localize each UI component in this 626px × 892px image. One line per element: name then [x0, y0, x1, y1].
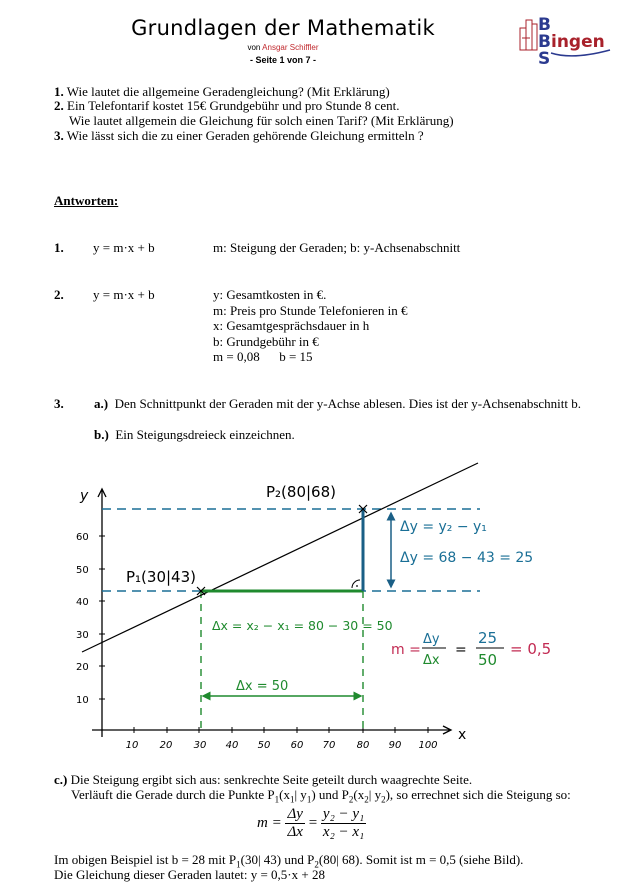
point-markers [197, 505, 367, 595]
question-number: 2. [54, 98, 64, 113]
values-line: m = 0,08 b = 15 [213, 349, 313, 364]
text-part: | y [294, 787, 307, 802]
answer-3c-label: c.) [54, 772, 68, 787]
x-tick-label: 90 [388, 740, 402, 751]
slope-numerator: Δy [423, 632, 440, 647]
text-part: ) und P [311, 787, 349, 802]
delta-y-formula: Δy = y₂ − y₁ [400, 519, 487, 535]
answer-3c-line2: Verläuft die Gerade durch die Punkte $P_1(x_1|$ $y_1$) und $P_2(x_2|$ $y_2$), so errechnet sich die Steigung so: [71, 787, 571, 805]
answer-3b-text: Ein Steigungsdreieck einzeichnen. [115, 427, 295, 442]
definition-x: x: Gesamtgesprächsdauer in h [213, 318, 370, 333]
fraction-denominator: x₂ − x₁ [322, 824, 365, 840]
question-number: 1. [54, 84, 64, 99]
slope-formula [257, 806, 366, 841]
y-tick-label: 50 [76, 565, 89, 576]
right-angle-icon [352, 580, 360, 588]
text-part: Verläuft die Gerade durch die Punkte P [71, 787, 275, 802]
definition-m: m: Preis pro Stunde Telefonieren in € [213, 302, 408, 318]
slope-denominator-value: 50 [478, 651, 498, 669]
question-number: 3. [54, 128, 64, 143]
question-text: Wie lässt sich die zu einer Geraden gehörende Gleichung ermitteln ? [66, 128, 424, 143]
answer-3a-text: Den Schnittpunkt der Geraden mit der y-Achse ablesen. Dies ist der y-Achsenabschnitt b. [114, 396, 582, 411]
delta-x-value: Δx = 50 [236, 679, 289, 694]
point-p1-label: P₁(30|43) [126, 568, 196, 586]
point-p2-label: P₂(80|68) [266, 483, 336, 501]
x-axis [92, 726, 466, 743]
author-prefix: von [247, 43, 261, 52]
x-axis-label: x [458, 727, 467, 743]
fraction-numerator: y₂ − y₁ [322, 806, 365, 822]
question-text: Ein Telefontarif kostet 15€ Grundgebühr und pro Stunde 8 cent. [67, 98, 400, 113]
result-equation: Die Gleichung dieser Geraden lautet: y = 0,5·x + 28 [54, 867, 325, 882]
y-tick-label: 20 [76, 662, 89, 673]
slope-result: = 0,5 [510, 640, 552, 658]
question-2-line2: Wie lautet allgemein die Gleichung für solch einen Tarif? (Mit Erklärung) [69, 113, 454, 128]
answer-2-number: 2. [54, 287, 64, 302]
y-tick-label: 10 [76, 695, 89, 706]
answer-2-definitions [213, 287, 408, 365]
text-part: (30| 43) und P [240, 852, 315, 867]
text-part: (x [279, 787, 290, 802]
text-part: Im obigen Beispiel ist b = 28 mit P [54, 852, 237, 867]
author-line [0, 43, 566, 52]
delta-x-formula: Δx = x₂ − x₁ = 80 − 30 = 50 [212, 618, 393, 633]
slope-numerator-value: 25 [478, 629, 498, 647]
question-text: Wie lautet die allgemeine Geradengleichung? (Mit Erklärung) [66, 84, 390, 99]
answers-heading: Antworten: [54, 193, 119, 208]
formula-equals: = [308, 815, 318, 831]
x-tick-label: 50 [257, 740, 271, 751]
text-part: (80| 68). Somit ist m = 0,5 (siehe Bild). [318, 852, 524, 867]
author-name: Ansgar Schiffler [262, 43, 319, 52]
document-title: Grundlagen der Mathematik [131, 16, 435, 40]
x-tick-label: 20 [159, 740, 173, 751]
answer-3a-label: a.) [94, 396, 109, 411]
fraction-numerator: Δy [287, 806, 303, 822]
page-indicator: - Seite 1 von 7 - [249, 55, 317, 65]
text-part: | y [368, 787, 382, 802]
slope-equals: = [455, 642, 467, 658]
question-3 [54, 129, 424, 143]
y-tick-label: 60 [76, 532, 89, 543]
fraction-denominator: Δx [287, 824, 303, 840]
answer-3b [94, 427, 295, 442]
formula-fraction-2 [321, 806, 366, 841]
formula-lhs: m = [257, 815, 282, 831]
x-tick-label: 70 [322, 740, 336, 751]
y-ticks [76, 532, 105, 706]
answer-1-number: 1. [54, 240, 64, 255]
slope-triangle-chart [0, 460, 626, 760]
x-tick-label: 80 [356, 740, 370, 751]
x-tick-label: 40 [225, 740, 239, 751]
answer-3c-text: Die Steigung ergibt sich aus: senkrechte Seite geteilt durch waagrechte Seite. [70, 772, 473, 787]
slope-calculation [391, 629, 551, 669]
y-tick-label: 30 [76, 630, 89, 641]
slope-m-label: m = [391, 642, 421, 658]
slope-denominator: Δx [423, 653, 440, 668]
answer-1-explanation: m: Steigung der Geraden; b: y-Achsenabschnitt [213, 240, 461, 255]
logo-word: ingen [551, 32, 605, 52]
question-2 [54, 99, 399, 113]
x-tick-label: 10 [125, 740, 139, 751]
answer-3-number: 3. [54, 396, 64, 411]
answer-1-formula: y = m·x + b [93, 240, 155, 255]
definition-b: b: Grundgebühr in € [213, 333, 319, 349]
x-tick-label: 30 [193, 740, 207, 751]
y-tick-label: 40 [76, 597, 89, 608]
text-part: ), so errechnet sich die Steigung so: [385, 787, 571, 802]
answer-3b-label: b.) [94, 427, 109, 442]
logo-letter-b1: B [538, 15, 551, 35]
text-part: (x [353, 787, 365, 802]
building-icon [518, 14, 618, 66]
delta-y-value: Δy = 68 − 43 = 25 [400, 550, 534, 566]
x-tick-label: 60 [290, 740, 304, 751]
answer-3c [54, 772, 472, 787]
answer-2-formula: y = m·x + b [93, 287, 155, 302]
logo-letter-b2: B [538, 32, 551, 52]
example-line: Im obigen Beispiel ist b = 28 mit $P_1(30|$ 43) und $P_2(80|$ 68). Somit ist m = 0,5 (siehe Bild). [54, 852, 524, 870]
question-1 [54, 85, 390, 99]
answer-3a [94, 396, 581, 411]
y-axis-label: y [80, 488, 89, 504]
x-tick-label: 100 [418, 740, 438, 751]
bbs-bingen-logo [518, 14, 618, 66]
logo-letter-s: S [538, 49, 551, 66]
definition-y: y: Gesamtkosten in €. [213, 287, 327, 302]
formula-fraction-1 [285, 806, 304, 841]
